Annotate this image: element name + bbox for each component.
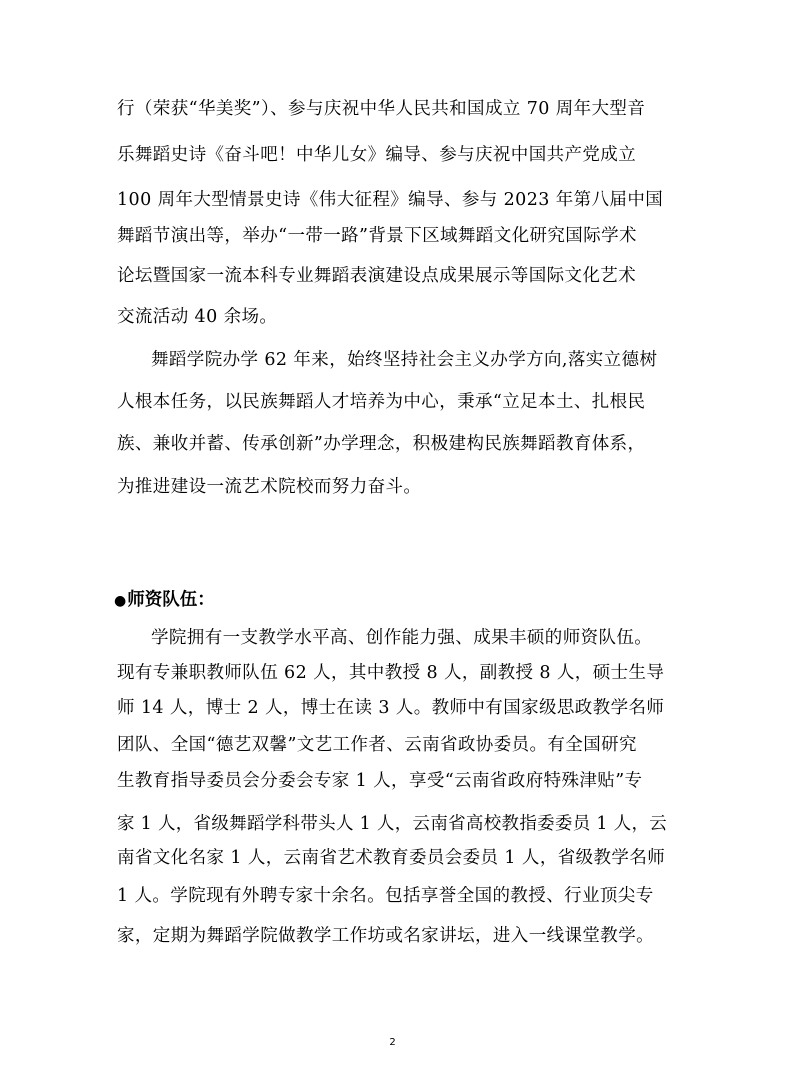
paragraph-3-line-1: 学院拥有一支教学水平高、创作能力强、成果丰硕的师资队伍。: [151, 628, 653, 648]
paragraph-3-line-8: 1 人。学院现有外聘专家十余名。包括享誉全国的教授、行业顶尖专: [117, 886, 654, 906]
paragraph-3-line-5: 生教育指导委员会分委会专家 1 人，享受“云南省政府特殊津贴”专: [117, 771, 643, 791]
paragraph-1-line-6: 交流活动 40 余场。: [117, 307, 278, 327]
paragraph-1-line-5: 论坛暨国家一流本科专业舞蹈表演建设点成果展示等国际文化艺术: [117, 266, 637, 286]
paragraph-2-line-3: 族、兼收并蓄、传承创新”办学理念，积极建构民族舞蹈教育体系，: [117, 434, 646, 454]
paragraph-3-line-2: 现有专兼职教师队伍 62 人，其中教授 8 人，副教授 8 人，硕士生导: [117, 663, 665, 683]
page-number: 2: [389, 1037, 396, 1048]
paragraph-2-line-2: 人根本任务，以民族舞蹈人才培养为中心，秉承“立足本土、扎根民: [117, 392, 646, 412]
paragraph-3-line-3: 师 14 人，博士 2 人，博士在读 3 人。教师中有国家级思政教学名师: [117, 698, 665, 718]
paragraph-3-line-6: 家 1 人，省级舞蹈学科带头人 1 人，云南省高校教指委委员 1 人，云: [117, 814, 668, 834]
paragraph-1-line-4: 舞蹈节演出等，举办“一带一路”背景下区域舞蹈文化研究国际学术: [117, 226, 637, 246]
paragraph-1-line-2: 乐舞蹈史诗《奋斗吧！中华儿女》编导、参与庆祝中国共产党成立: [117, 145, 637, 165]
paragraph-1-line-3: 100 周年大型情景史诗《伟大征程》编导、参与 2023 年第八届中国: [117, 190, 664, 210]
paragraph-2-line-1: 舞蹈学院办学 62 年来，始终坚持社会主义办学方向,落实立德树: [151, 350, 658, 370]
paragraph-1-line-1: 行（荣获“华美奖”）、参与庆祝中华人民共和国成立 70 周年大型音: [117, 99, 646, 119]
section-heading: [114, 588, 215, 613]
bullet-icon: ●: [114, 593, 127, 609]
paragraph-2-line-4: 为推进建设一流艺术院校而努力奋斗。: [117, 477, 422, 497]
paragraph-3-line-7: 南省文化名家 1 人，云南省艺术教育委员会委员 1 人，省级教学名师: [117, 848, 666, 868]
section-title: 师资队伍：: [127, 590, 215, 610]
paragraph-3-line-4: 团队、全国“德艺双馨”文艺工作者、云南省政协委员。有全国研究: [117, 735, 637, 755]
paragraph-3-line-9: 家，定期为舞蹈学院做教学工作坊或名家讲坛，进入一线课堂教学。: [117, 926, 654, 946]
